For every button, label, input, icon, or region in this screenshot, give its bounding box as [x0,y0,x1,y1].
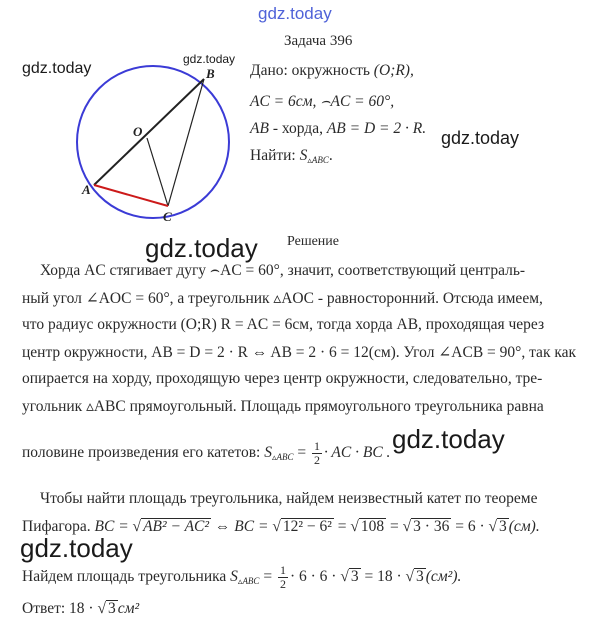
watermark-mid: gdz.today [145,233,258,263]
watermark-lower-right: gdz.today [392,424,505,454]
given-line-1 [250,62,414,80]
fraction-half: $\frac{1}{2}$ [313,439,320,467]
given-line-3: AB - хорда, AB = D = 2 · R. [250,120,427,137]
label-a: A [82,182,91,197]
segment-bc [168,79,204,206]
watermark-figure-top: gdz.today [183,52,236,66]
given-line-2: AC = 6см, ⌢AC = 60°, [250,93,395,110]
solution-line-8: Чтобы найти площадь треугольника, найдем неизвестный катет по теореме [40,490,538,507]
geometry-figure [70,60,240,225]
solution-line-1: Хорда AC стягивает дугу ⌢AC = 60°, значит, соответствующий централь- [40,262,526,279]
label-b: B [206,66,215,81]
solution-line-5: опирается на хорду, проходящую через центр окружности, следовательно, тре- [22,370,543,387]
label-o: O [133,124,143,139]
watermark-lower-left: gdz.today [20,533,133,563]
given-label: Дано: окружность [250,62,370,79]
circle [77,66,229,218]
given-circle: (O;R), [373,62,414,79]
problem-title: Задача 396 [284,33,353,49]
chord-ab [94,79,204,185]
solution-line-6: угольник ▵ABC прямоугольный. Площадь прямоугольного треугольника равна [22,398,544,415]
solution-line-2: ный угол ∠AOC = 60°, а треугольник ▵AOC - равносторонний. Отсюда имеем, [22,290,543,307]
given-line-4: Найти: $S_{▵ABC}$. [250,147,333,165]
fraction-half-2: $\frac{1}{2}$ [279,563,286,591]
segment-oc [147,138,168,206]
chord-ac [94,185,168,206]
watermark-right: gdz.today [441,128,520,148]
label-c: C [163,209,172,224]
solution-line-7: половине произведения его катетов: $S_{▵ABC}$ = $\frac{1}{2}$ · AC · BC . [22,439,391,467]
solution-line-3: что радиус окружности (O;R) R = AC = 6см, тогда хорда AB, проходящая через [22,316,545,333]
solution-heading: Решение [287,234,340,249]
answer-line: Ответ: 18 · √ 3 см² [22,600,140,617]
solution-line-10: Найдем площадь треугольника $S_{▵ABC}$ = $\frac{1}{2}$ · 6 · 6 · √ 3 = 18 · √ 3 (см²). [22,563,462,591]
watermark-top: gdz.today [258,4,332,23]
watermark-left: gdz.today [22,60,92,77]
solution-line-9: Пифагора. BC = √ AB² − AC² ⇔ BC = √ 12² − 6² = √ 108 = √ 3 · 36 = 6 · √ 3 (см). [22,518,540,535]
solution-line-4: центр окружности, AB = D = 2 · R ⇔ AB = 2 · 6 = 12(см). Угол ∠ACB = 90°, так как [22,344,577,361]
